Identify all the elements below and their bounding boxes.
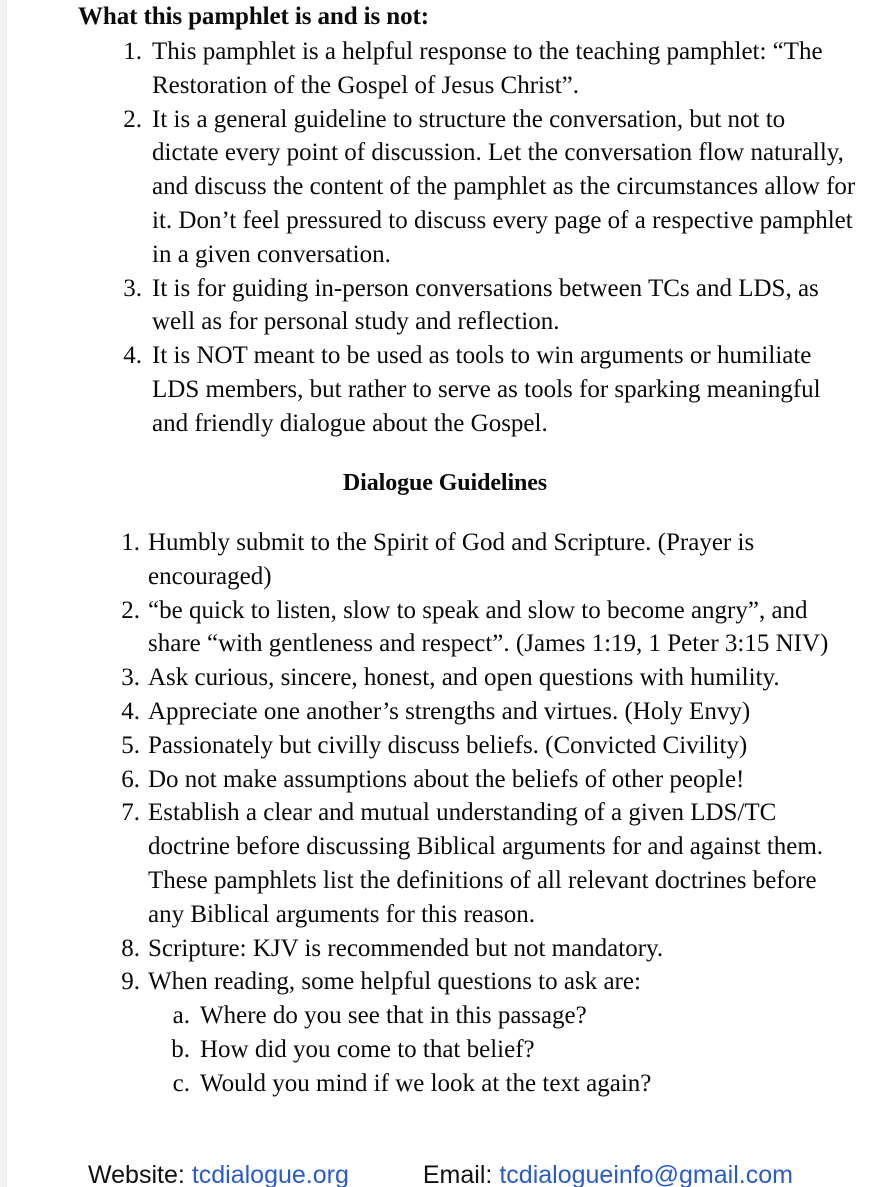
- footer-website-link[interactable]: tcdialogue.org: [191, 1161, 349, 1187]
- list-item: [106, 763, 858, 797]
- list-item: [106, 661, 858, 695]
- list-item-text: It is NOT meant to be used as tools to win arguments or humiliate LDS members, but rather to serve as tools for sparking meaningful and friendly dialogue about the Gospel.: [152, 342, 821, 437]
- list-item: [106, 796, 858, 931]
- list-marker: 1.: [123, 38, 142, 65]
- list-item-text: When reading, some helpful questions to ask are:: [148, 968, 641, 996]
- list-marker: 9.: [121, 968, 140, 996]
- list-item: [108, 103, 856, 272]
- list-item: [106, 965, 858, 1100]
- footer-email-link[interactable]: tcdialogueinfo@gmail.com: [499, 1161, 793, 1187]
- sublist-item-text: Where do you see that in this passage?: [200, 1002, 587, 1030]
- list-marker: 2.: [121, 596, 140, 624]
- sublist-item-text: Would you mind if we look at the text again?: [200, 1069, 652, 1097]
- list-item: [108, 272, 856, 340]
- sublist-marker: b.: [171, 1035, 190, 1063]
- list-item: [106, 932, 858, 966]
- list-item-text: Scripture: KJV is recommended but not mandatory.: [148, 934, 664, 962]
- list-item: [106, 594, 858, 662]
- list-item-text: Passionately but civilly discuss beliefs. (Convicted Civility): [148, 731, 748, 759]
- list-marker: 8.: [121, 934, 140, 962]
- list-marker: 5.: [121, 731, 140, 759]
- list-item: [106, 729, 858, 763]
- list-item-text: This pamphlet is a helpful response to the teaching pamphlet: “The Restoration of the Gospel of Jesus Christ”.: [152, 38, 823, 99]
- list-item-text: It is a general guideline to structure the conversation, but not to dictate every point of discussion. Let the conversation flow naturally, and discuss the content of the pamphlet as the circumstances allow for it. Don’t feel pressured to discuss every page of a respective pamphlet in a given conversation.: [152, 105, 856, 268]
- list-marker: 4.: [123, 342, 142, 370]
- list-marker: 6.: [121, 765, 140, 793]
- list-item-text: Establish a clear and mutual understanding of a given LDS/TC doctrine before discussing Biblical arguments for and against them. These pamphlets list the definitions of all relevant doctrines before any Biblical arguments for this reason.: [148, 799, 824, 928]
- list-marker: 3.: [123, 274, 142, 302]
- list-marker: 1.: [121, 529, 140, 556]
- sublist-marker: c.: [172, 1069, 190, 1097]
- footer-email-label: Email:: [422, 1161, 493, 1187]
- list-item: [108, 339, 856, 440]
- list-marker: 2.: [123, 105, 142, 133]
- sublist-item-text: How did you come to that belief?: [200, 1035, 535, 1063]
- footer-website: [88, 1160, 349, 1187]
- section-heading-dialogue-guidelines: Dialogue Guidelines: [342, 470, 548, 496]
- list-item: [106, 695, 858, 729]
- list-what-this-pamphlet-is: [108, 35, 856, 441]
- list-marker: 4.: [121, 697, 140, 725]
- list-dialogue-guidelines: [106, 526, 858, 1101]
- list-item-text: “be quick to listen, slow to speak and slow to become angry”, and share “with gentleness and respect”. (James 1:19, 1 Peter 3:15 NIV): [148, 596, 829, 658]
- footer-email: [423, 1160, 793, 1187]
- list-item: [106, 526, 858, 594]
- sublist-item: [158, 999, 798, 1033]
- sublist-item: [158, 1067, 798, 1101]
- footer-website-label: Website:: [88, 1161, 185, 1187]
- list-item-text: Do not make assumptions about the beliefs of other people!: [148, 765, 745, 793]
- sublist-item: [158, 1033, 798, 1067]
- list-item: [108, 35, 856, 103]
- list-item-text: Ask curious, sincere, honest, and open questions with humility.: [148, 664, 780, 692]
- list-item-text: Humbly submit to the Spirit of God and Scripture. (Prayer is encouraged): [148, 529, 755, 590]
- list-marker: 7.: [121, 799, 140, 827]
- list-marker: 3.: [121, 664, 140, 692]
- sublist-helpful-questions: [158, 999, 798, 1100]
- list-item-text: It is for guiding in-person conversations between TCs and LDS, as well as for personal study and reflection.: [152, 274, 819, 336]
- sublist-marker: a.: [172, 1002, 190, 1030]
- list-item-text: Appreciate one another’s strengths and virtues. (Holy Envy): [148, 697, 751, 725]
- page-footer: [0, 1160, 890, 1187]
- section-heading-what-this-pamphlet-is: What this pamphlet is and is not:: [78, 3, 429, 30]
